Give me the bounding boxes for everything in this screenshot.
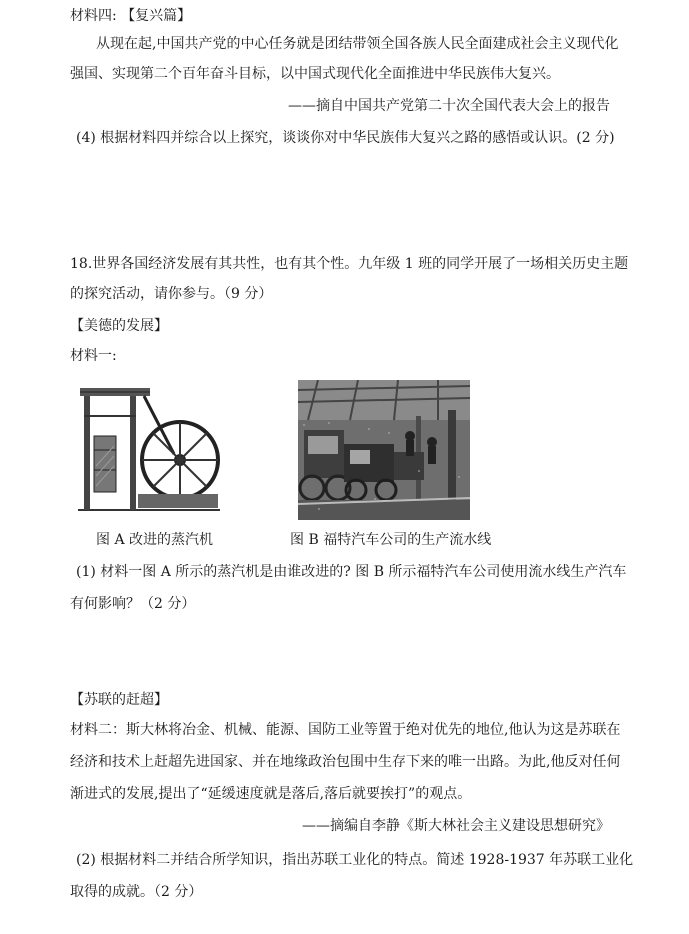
material4-header: 材料四: 【复兴篇】 (70, 8, 192, 24)
question-2-line2: 取得的成就。（2 分） (70, 884, 203, 900)
question-1-line2: 有何影响？（2 分） (70, 596, 196, 612)
material4-paragraph-line2: 强国、实现第二个百年奋斗目标，以中国式现代化全面推进中华民族伟大复兴。 (70, 66, 560, 82)
question-18-line2: 的探究活动，请你参与。（9 分） (70, 286, 273, 302)
section-title-ussr: 【苏联的赶超】 (70, 692, 168, 708)
material4-source: ——摘自中国共产党第二十次全国代表大会上的报告 (288, 98, 610, 114)
material2-source: ——摘编自李静《斯大林社会主义建设思想研究》 (302, 818, 610, 834)
figure-b-caption: 图 B 福特汽车公司的生产流水线 (290, 532, 492, 548)
ford-assembly-line-image (298, 380, 470, 520)
material2-line3: 渐进式的发展,提出了“延缓速度就是落后,落后就要挨打”的观点。 (70, 786, 472, 802)
material1-label: 材料一: (70, 348, 117, 364)
material4-paragraph-line1: 从现在起,中国共产党的中心任务就是团结带领全国各族人民全面建成社会主义现代化 (96, 36, 619, 52)
figure-a-caption: 图 A 改进的蒸汽机 (96, 532, 214, 548)
question-1-line1: (1) 材料一图 A 所示的蒸汽机是由谁改进的? 图 B 所示福特汽车公司使用流水线生产汽车 (76, 564, 627, 580)
material2-line1: 材料二：斯大林将冶金、机械、能源、国防工业等置于绝对优先的地位,他认为这是苏联在 (70, 722, 621, 738)
question-2-line1: (2) 根据材料二并结合所学知识，指出苏联工业化的特点。简述 1928-1937 年苏联工业化 (76, 852, 634, 868)
material2-line2: 经济和技术上赶超先进国家、并在地缘政治包围中生存下来的唯一出路。为此,他反对任何 (70, 754, 621, 770)
section-title-usa: 【美德的发展】 (70, 318, 168, 334)
question-18-line1: 18.世界各国经济发展有其共性，也有其个性。九年级 1 班的同学开展了一场相关历史主题 (70, 256, 629, 272)
question-4: (4) 根据材料四并综合以上探究，谈谈你对中华民族伟大复兴之路的感悟或认识。(2 分) (76, 130, 615, 146)
steam-engine-image (74, 376, 224, 516)
